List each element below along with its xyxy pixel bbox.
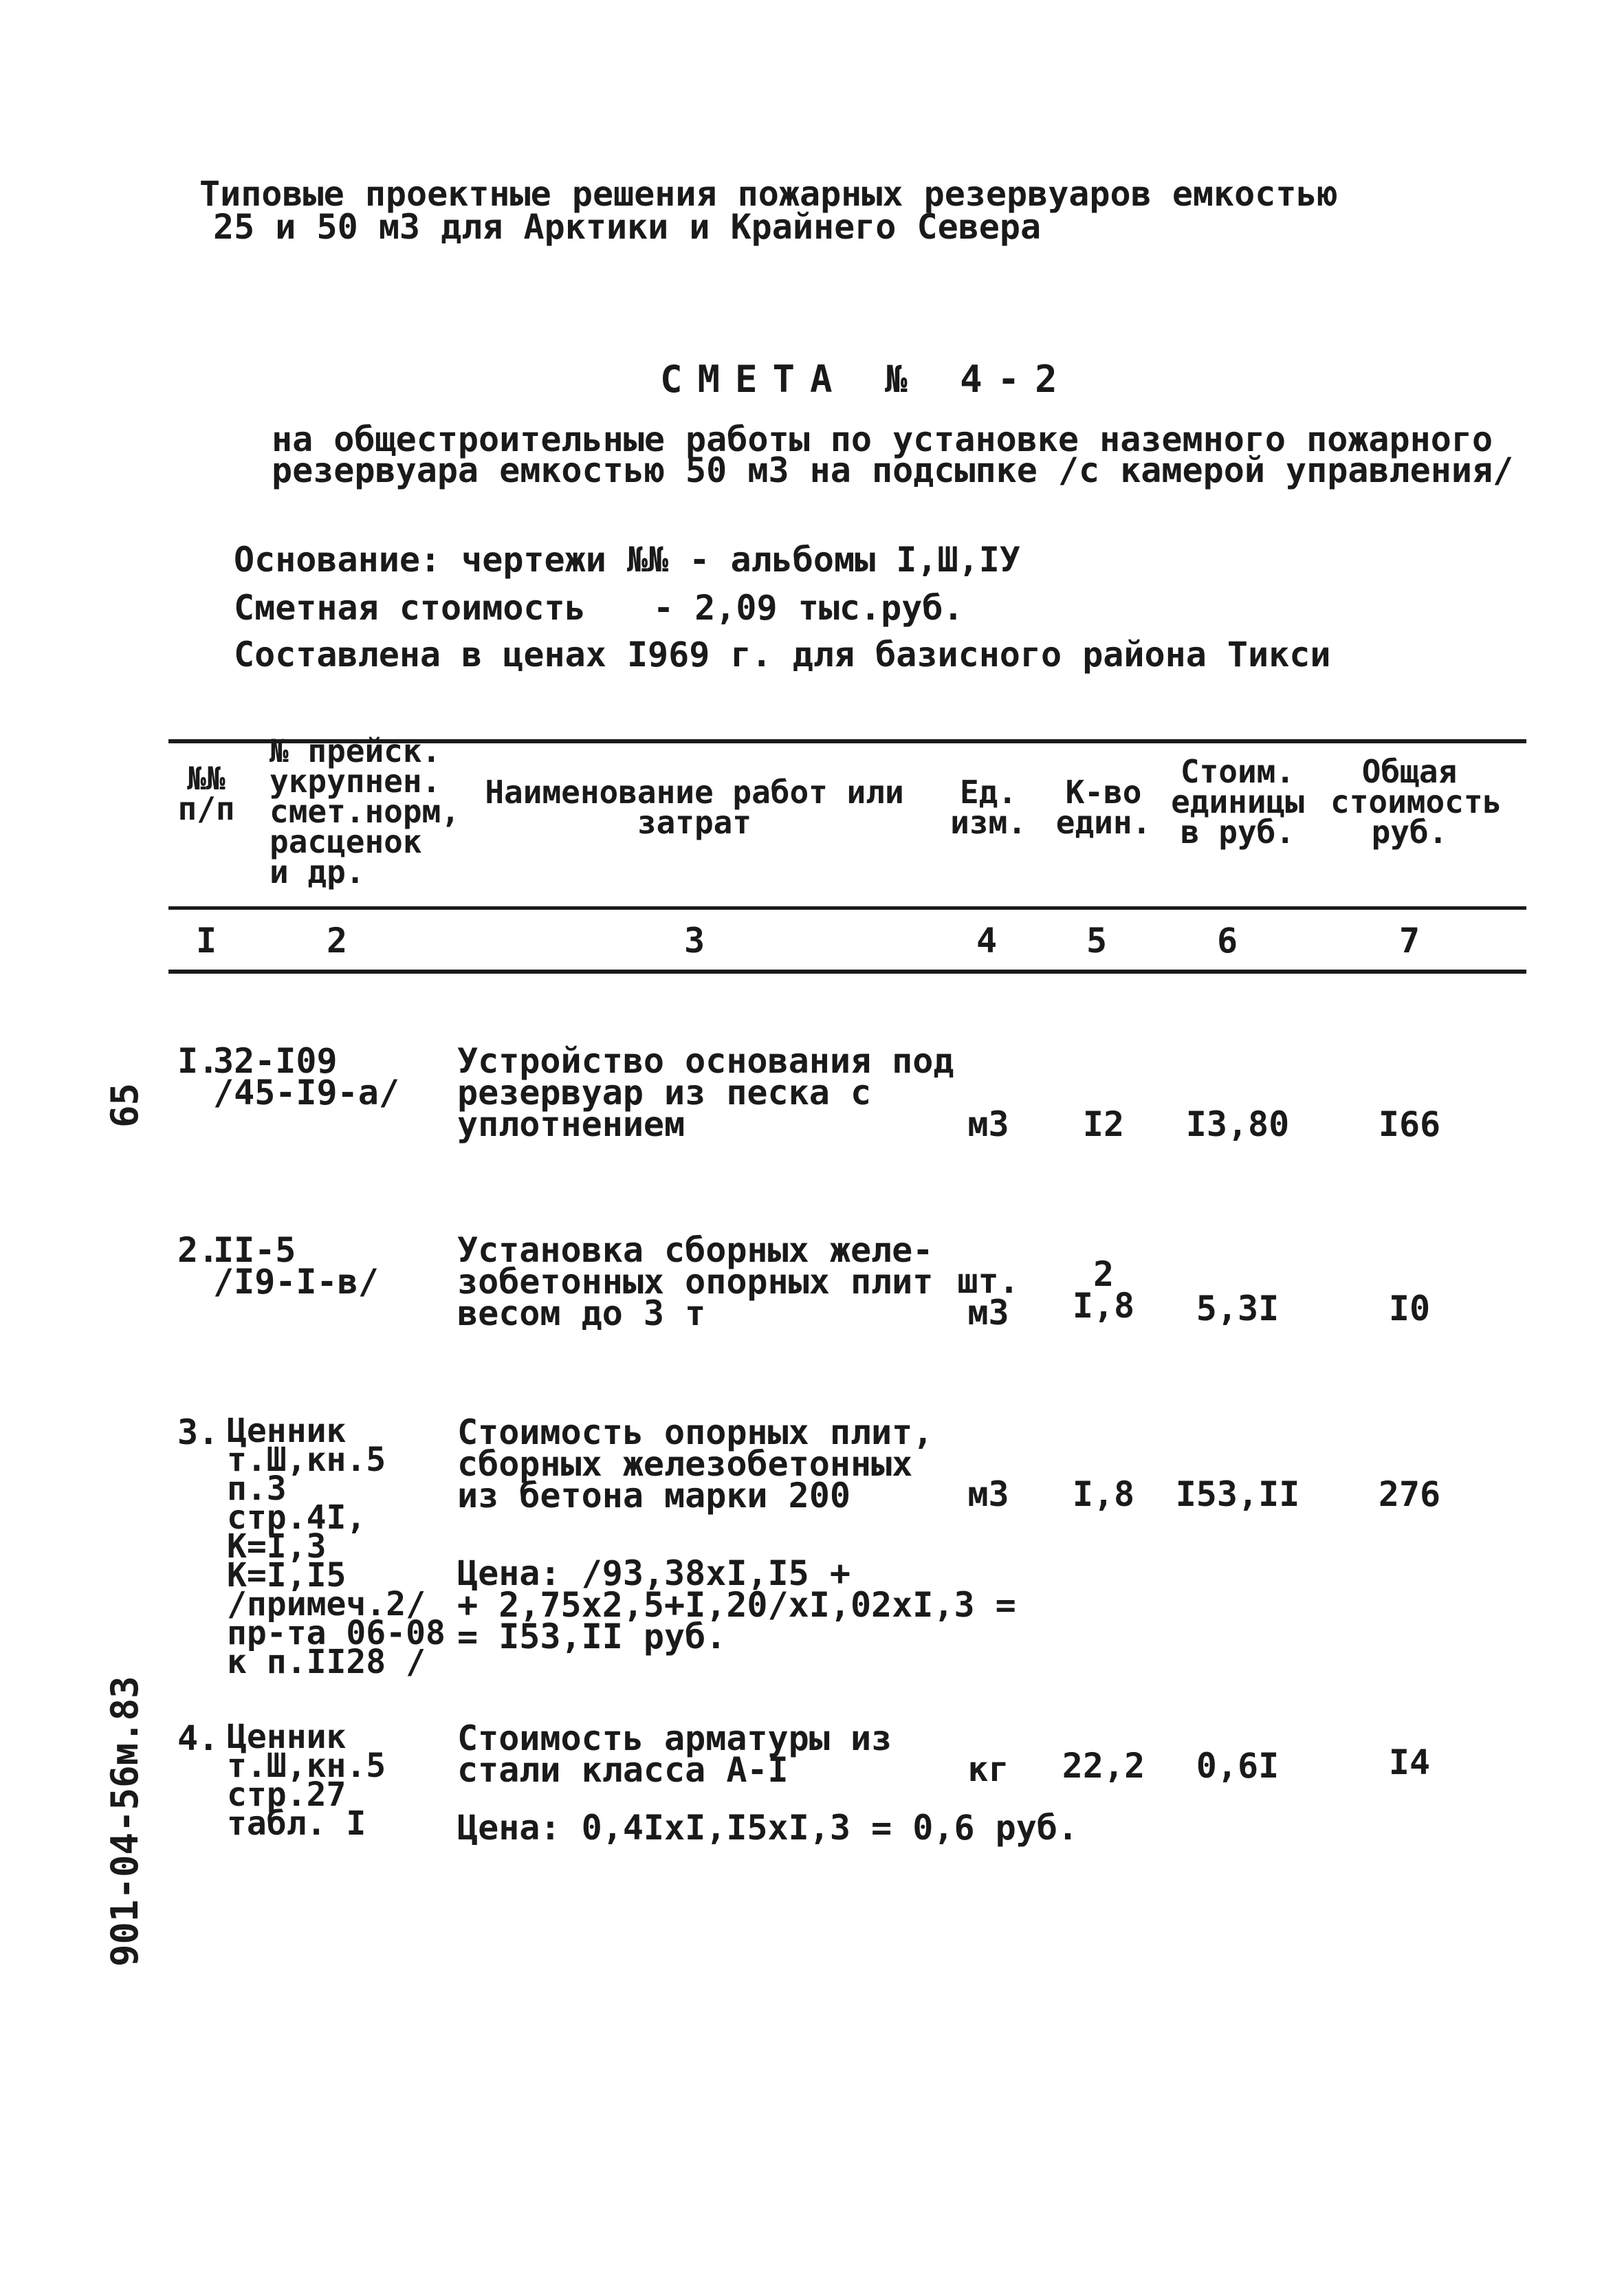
column-number-7: 7 bbox=[1398, 921, 1420, 961]
row-total-cost: I0 bbox=[1388, 1289, 1431, 1329]
cost-label: Сметная стоимость bbox=[234, 588, 586, 628]
header-bottom-rule bbox=[168, 906, 1526, 910]
row-unit: м3 bbox=[967, 1474, 1009, 1514]
row-number: 3. bbox=[177, 1412, 219, 1452]
row-number: 4. bbox=[177, 1718, 219, 1758]
row-unit: кг bbox=[967, 1749, 1009, 1789]
header-unit: Ед. изм. bbox=[950, 774, 1027, 841]
row-norm-code: Ценник т.Ш,кн.5 п.3 стр.4I, К=I,3 К=I,I5 /примеч.2/ пр-та 06-08 к п.II28 / bbox=[227, 1412, 446, 1681]
row-norm-code: II-5 /I9-I-в/ bbox=[213, 1230, 379, 1302]
estimate-subtitle-line-2: резервуара емкостью 50 м3 на подсыпке /с камерой управления/ bbox=[272, 450, 1514, 490]
prices-line: Составлена в ценах I969 г. для базисного района Тикси bbox=[234, 635, 1331, 675]
row-unit: шт. м3 bbox=[957, 1261, 1020, 1333]
row-work-name: Стоимость опорных плит, сборных железобетонных из бетона марки 200 bbox=[457, 1412, 934, 1516]
row-norm-code: 32-I09 /45-I9-а/ bbox=[213, 1041, 399, 1113]
row-unit-cost: 5,3I bbox=[1196, 1289, 1280, 1329]
document-series-line-1: Типовые проектные решения пожарных резервуаров емкостью bbox=[199, 174, 1338, 214]
row-number: I. bbox=[177, 1041, 219, 1081]
basis-line: Основание: чертежи №№ - альбомы I,Ш,IУ bbox=[234, 540, 1020, 580]
margin-document-code: 901-04-56м.83 bbox=[103, 1676, 146, 1967]
margin-page-number: 65 bbox=[103, 1082, 146, 1128]
row-quantity: 22,2 bbox=[1062, 1746, 1145, 1786]
row-price-calculation: Цена: 0,4IхI,I5хI,3 = 0,6 руб. bbox=[457, 1808, 1079, 1848]
row-number: 2. bbox=[177, 1230, 219, 1270]
header-quantity: К-во един. bbox=[1055, 774, 1152, 841]
row-quantity: I,8 bbox=[1072, 1474, 1135, 1514]
estimate-subtitle-line-1: на общестроительные работы по установке наземного пожарного bbox=[272, 419, 1493, 459]
header-work-name: Наименование работ или затрат bbox=[485, 774, 904, 841]
column-numbers-rule bbox=[168, 970, 1526, 974]
row-work-name: Устройство основания под резервуар из песка с уплотнением bbox=[457, 1041, 954, 1144]
column-number-3: 3 bbox=[683, 921, 705, 961]
row-unit-cost: 0,6I bbox=[1196, 1746, 1280, 1786]
row-quantity: 2 I,8 bbox=[1072, 1254, 1135, 1326]
row-unit-cost: I53,II bbox=[1175, 1474, 1300, 1514]
row-price-calculation: Цена: /93,38хI,I5 + + 2,75х2,5+I,20/хI,02хI,3 = = I53,II руб. bbox=[457, 1553, 1016, 1657]
row-quantity: I2 bbox=[1082, 1104, 1125, 1144]
row-norm-code: Ценник т.Ш,кн.5 стр.27 табл. I bbox=[227, 1718, 386, 1843]
column-number-1: I bbox=[195, 921, 217, 961]
row-total-cost: I4 bbox=[1388, 1742, 1431, 1782]
row-work-name: Установка сборных желе- зобетонных опорных плит весом до 3 т bbox=[457, 1230, 934, 1333]
row-work-name: Стоимость арматуры из стали класса А-I bbox=[457, 1718, 892, 1790]
column-number-6: 6 bbox=[1216, 921, 1238, 961]
row-total-cost: 276 bbox=[1378, 1474, 1441, 1514]
row-unit-cost: I3,80 bbox=[1185, 1104, 1290, 1144]
header-total-cost: Общая стоимость руб. bbox=[1330, 753, 1502, 851]
row-unit: м3 bbox=[967, 1104, 1009, 1144]
column-number-4: 4 bbox=[976, 921, 998, 961]
document-series-line-2: 25 и 50 м3 для Арктики и Крайнего Севера bbox=[213, 207, 1042, 247]
header-item-number: №№ п/п bbox=[177, 760, 235, 827]
header-unit-cost: Стоим. единицы в руб. bbox=[1171, 753, 1304, 851]
cost-value: - 2,09 тыс.руб. bbox=[653, 588, 964, 628]
column-number-2: 2 bbox=[326, 921, 348, 961]
estimate-title: СМЕТА № 4-2 bbox=[660, 358, 1073, 401]
header-norm-code: № прейск. укрупнен. смет.норм, расценок и др. bbox=[270, 732, 460, 890]
column-number-5: 5 bbox=[1086, 921, 1108, 961]
row-total-cost: I66 bbox=[1378, 1104, 1441, 1144]
